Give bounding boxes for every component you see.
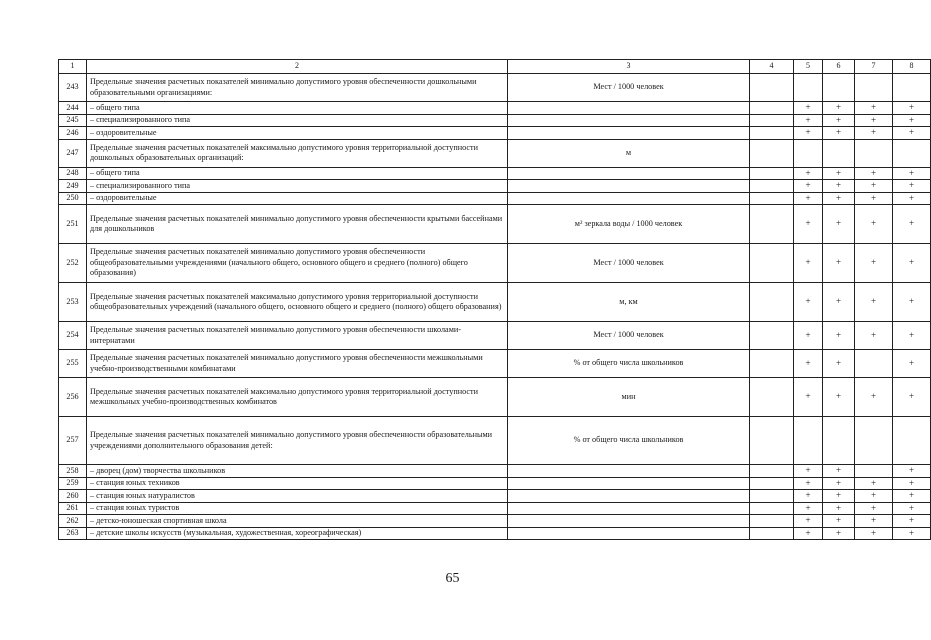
- row-col-8: +: [893, 244, 931, 283]
- row-number: 258: [59, 465, 87, 478]
- row-col-6: +: [823, 205, 855, 244]
- row-col-8: +: [893, 477, 931, 490]
- row-col-4: [750, 192, 794, 205]
- row-unit: [508, 180, 750, 193]
- row-col-5: +: [794, 515, 823, 528]
- row-indicator-name: – станция юных натуралистов: [87, 490, 508, 503]
- table-header-row: [59, 60, 931, 74]
- row-unit: % от общего числа школьников: [508, 417, 750, 465]
- row-col-8: +: [893, 350, 931, 378]
- row-col-5: +: [794, 527, 823, 540]
- row-number: 244: [59, 102, 87, 115]
- row-col-6: +: [823, 502, 855, 515]
- row-col-4: [750, 114, 794, 127]
- row-col-5: +: [794, 283, 823, 322]
- row-number: 247: [59, 139, 87, 167]
- row-col-6: [823, 74, 855, 102]
- row-col-8: +: [893, 502, 931, 515]
- row-unit: м, км: [508, 283, 750, 322]
- header-col-7: 7: [855, 60, 893, 74]
- row-number: 259: [59, 477, 87, 490]
- row-indicator-name: Предельные значения расчетных показателей минимально допустимого уровня обеспеченности дошкольными образовательными организациями:: [87, 74, 508, 102]
- row-col-6: +: [823, 283, 855, 322]
- row-col-4: [750, 465, 794, 478]
- row-col-8: +: [893, 465, 931, 478]
- row-col-8: +: [893, 167, 931, 180]
- row-unit: м: [508, 139, 750, 167]
- row-col-7: +: [855, 527, 893, 540]
- row-col-4: [750, 180, 794, 193]
- row-col-8: +: [893, 180, 931, 193]
- row-indicator-name: – общего типа: [87, 167, 508, 180]
- row-unit: [508, 502, 750, 515]
- row-indicator-name: Предельные значения расчетных показателей минимально допустимого уровня обеспеченности общеобразовательными учреждениями (начального общего, основного общего и среднего (полного) общего образования): [87, 244, 508, 283]
- row-unit: [508, 490, 750, 503]
- table-row: [59, 139, 931, 167]
- table-row: [59, 180, 931, 193]
- row-col-7: +: [855, 378, 893, 417]
- header-col-1: 1: [59, 60, 87, 74]
- table-row: [59, 515, 931, 528]
- header-col-2: 2: [87, 60, 508, 74]
- row-col-4: [750, 283, 794, 322]
- row-unit: [508, 102, 750, 115]
- row-indicator-name: – детские школы искусств (музыкальная, художественная, хореографическая): [87, 527, 508, 540]
- row-col-6: +: [823, 192, 855, 205]
- row-col-4: [750, 74, 794, 102]
- row-unit: [508, 465, 750, 478]
- row-unit: [508, 114, 750, 127]
- row-indicator-name: Предельные значения расчетных показателей минимально допустимого уровня обеспеченности школами-интернатами: [87, 322, 508, 350]
- row-unit: [508, 515, 750, 528]
- row-unit: [508, 527, 750, 540]
- row-col-5: +: [794, 322, 823, 350]
- row-number: 260: [59, 490, 87, 503]
- row-number: 253: [59, 283, 87, 322]
- row-indicator-name: Предельные значения расчетных показателей минимально допустимого уровня обеспеченности образовательными учреждениями дополнительного образования детей:: [87, 417, 508, 465]
- row-col-7: +: [855, 502, 893, 515]
- row-col-6: +: [823, 378, 855, 417]
- row-col-8: +: [893, 205, 931, 244]
- row-col-6: +: [823, 527, 855, 540]
- row-number: 261: [59, 502, 87, 515]
- row-unit: мин: [508, 378, 750, 417]
- row-indicator-name: – оздоровительные: [87, 192, 508, 205]
- row-col-4: [750, 490, 794, 503]
- table-row: [59, 350, 931, 378]
- row-number: 257: [59, 417, 87, 465]
- page-number: 65: [445, 571, 460, 586]
- row-unit: [508, 127, 750, 140]
- header-col-6: 6: [823, 60, 855, 74]
- row-col-4: [750, 527, 794, 540]
- row-col-7: [855, 465, 893, 478]
- row-col-5: +: [794, 180, 823, 193]
- row-col-5: +: [794, 114, 823, 127]
- row-number: 251: [59, 205, 87, 244]
- row-col-8: +: [893, 283, 931, 322]
- row-col-4: [750, 515, 794, 528]
- row-col-7: +: [855, 283, 893, 322]
- row-number: 249: [59, 180, 87, 193]
- table-row: [59, 114, 931, 127]
- row-col-4: [750, 205, 794, 244]
- row-col-5: +: [794, 477, 823, 490]
- row-col-5: +: [794, 350, 823, 378]
- row-number: 262: [59, 515, 87, 528]
- row-col-6: +: [823, 127, 855, 140]
- row-indicator-name: – общего типа: [87, 102, 508, 115]
- row-col-8: +: [893, 490, 931, 503]
- row-col-6: +: [823, 322, 855, 350]
- table-row: [59, 322, 931, 350]
- header-col-5: 5: [794, 60, 823, 74]
- row-col-7: +: [855, 167, 893, 180]
- row-number: 243: [59, 74, 87, 102]
- row-col-4: [750, 477, 794, 490]
- row-col-8: +: [893, 114, 931, 127]
- row-col-5: +: [794, 502, 823, 515]
- row-col-5: +: [794, 378, 823, 417]
- row-col-6: +: [823, 114, 855, 127]
- row-col-8: +: [893, 378, 931, 417]
- table-row: [59, 102, 931, 115]
- table-row: [59, 74, 931, 102]
- row-indicator-name: – дворец (дом) творчества школьников: [87, 465, 508, 478]
- indicators-table: [58, 59, 931, 540]
- row-col-5: [794, 74, 823, 102]
- row-unit: Мест / 1000 человек: [508, 244, 750, 283]
- row-col-6: +: [823, 477, 855, 490]
- row-col-4: [750, 102, 794, 115]
- table-row: [59, 490, 931, 503]
- row-col-4: [750, 502, 794, 515]
- row-col-4: [750, 350, 794, 378]
- row-col-6: +: [823, 465, 855, 478]
- row-col-6: +: [823, 102, 855, 115]
- row-number: 246: [59, 127, 87, 140]
- row-col-8: [893, 417, 931, 465]
- row-unit: % от общего числа школьников: [508, 350, 750, 378]
- row-col-6: +: [823, 244, 855, 283]
- row-col-4: [750, 417, 794, 465]
- header-col-8: 8: [893, 60, 931, 74]
- row-indicator-name: – детско-юношеская спортивная школа: [87, 515, 508, 528]
- row-col-7: +: [855, 477, 893, 490]
- row-indicator-name: Предельные значения расчетных показателей максимально допустимого уровня территориальной доступности дошкольных образовательных организаций:: [87, 139, 508, 167]
- row-col-5: +: [794, 102, 823, 115]
- row-col-8: +: [893, 192, 931, 205]
- row-col-6: +: [823, 167, 855, 180]
- row-col-5: +: [794, 127, 823, 140]
- table-row: [59, 127, 931, 140]
- table-row: [59, 465, 931, 478]
- row-unit: [508, 477, 750, 490]
- row-number: 245: [59, 114, 87, 127]
- row-col-7: +: [855, 180, 893, 193]
- table-row: [59, 167, 931, 180]
- row-col-4: [750, 378, 794, 417]
- row-col-5: +: [794, 167, 823, 180]
- row-col-7: +: [855, 322, 893, 350]
- row-col-7: +: [855, 490, 893, 503]
- row-unit: м² зеркала воды / 1000 человек: [508, 205, 750, 244]
- table-row: [59, 417, 931, 465]
- table-row: [59, 477, 931, 490]
- row-col-8: +: [893, 515, 931, 528]
- row-col-6: +: [823, 490, 855, 503]
- row-col-8: [893, 139, 931, 167]
- row-col-8: +: [893, 322, 931, 350]
- row-col-4: [750, 322, 794, 350]
- row-indicator-name: – станция юных туристов: [87, 502, 508, 515]
- row-col-6: +: [823, 350, 855, 378]
- row-col-7: +: [855, 192, 893, 205]
- row-col-7: [855, 417, 893, 465]
- row-number: 254: [59, 322, 87, 350]
- row-col-4: [750, 167, 794, 180]
- row-col-5: +: [794, 490, 823, 503]
- row-indicator-name: – оздоровительные: [87, 127, 508, 140]
- row-col-8: +: [893, 127, 931, 140]
- table-row: [59, 378, 931, 417]
- row-col-7: +: [855, 515, 893, 528]
- table-row: [59, 283, 931, 322]
- row-col-6: [823, 139, 855, 167]
- row-col-6: +: [823, 180, 855, 193]
- row-col-7: +: [855, 205, 893, 244]
- table-body: [59, 74, 931, 540]
- row-indicator-name: Предельные значения расчетных показателей минимально допустимого уровня обеспеченности крытыми бассейнами для дошкольников: [87, 205, 508, 244]
- row-indicator-name: – станция юных техников: [87, 477, 508, 490]
- row-col-5: [794, 417, 823, 465]
- row-col-8: [893, 74, 931, 102]
- row-col-7: [855, 139, 893, 167]
- row-number: 250: [59, 192, 87, 205]
- row-number: 256: [59, 378, 87, 417]
- header-col-4: 4: [750, 60, 794, 74]
- row-number: 263: [59, 527, 87, 540]
- row-number: 248: [59, 167, 87, 180]
- table-row: [59, 502, 931, 515]
- row-unit: [508, 192, 750, 205]
- row-indicator-name: – специализированного типа: [87, 180, 508, 193]
- row-col-4: [750, 244, 794, 283]
- row-unit: Мест / 1000 человек: [508, 322, 750, 350]
- row-col-5: +: [794, 465, 823, 478]
- row-col-6: [823, 417, 855, 465]
- table-row: [59, 244, 931, 283]
- row-col-6: +: [823, 515, 855, 528]
- row-number: 252: [59, 244, 87, 283]
- row-indicator-name: Предельные значения расчетных показателей максимально допустимого уровня территориальной доступности общеобразовательных учреждений (начального общего, основного общего и среднего (полного) общего образования): [87, 283, 508, 322]
- row-col-7: +: [855, 127, 893, 140]
- row-col-7: [855, 350, 893, 378]
- row-number: 255: [59, 350, 87, 378]
- row-unit: [508, 167, 750, 180]
- row-col-5: +: [794, 205, 823, 244]
- header-col-3: 3: [508, 60, 750, 74]
- row-col-8: +: [893, 102, 931, 115]
- row-col-7: +: [855, 102, 893, 115]
- row-col-8: +: [893, 527, 931, 540]
- row-col-7: +: [855, 244, 893, 283]
- table-row: [59, 205, 931, 244]
- row-col-5: +: [794, 192, 823, 205]
- row-col-4: [750, 139, 794, 167]
- row-col-7: +: [855, 114, 893, 127]
- row-col-4: [750, 127, 794, 140]
- row-indicator-name: Предельные значения расчетных показателей максимально допустимого уровня территориальной доступности межшкольных учебно-производственных комбинатов: [87, 378, 508, 417]
- table-row: [59, 192, 931, 205]
- row-col-7: [855, 74, 893, 102]
- row-col-5: [794, 139, 823, 167]
- row-indicator-name: – специализированного типа: [87, 114, 508, 127]
- row-indicator-name: Предельные значения расчетных показателей минимально допустимого уровня обеспеченности межшкольными учебно-производственными комбинатами: [87, 350, 508, 378]
- row-col-5: +: [794, 244, 823, 283]
- row-unit: Мест / 1000 человек: [508, 74, 750, 102]
- table-row: [59, 527, 931, 540]
